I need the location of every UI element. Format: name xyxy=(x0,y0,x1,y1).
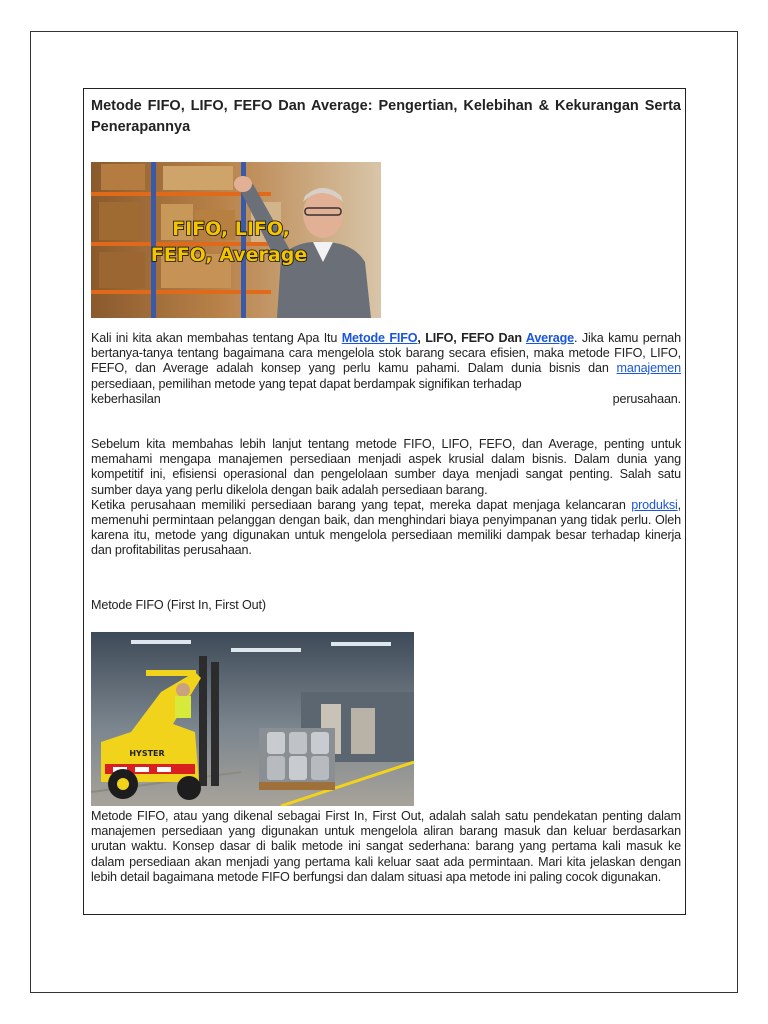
hero-overlay-line2: FEFO, Average xyxy=(150,244,308,266)
link-average[interactable]: Average xyxy=(525,331,575,345)
link-produksi[interactable]: produksi xyxy=(631,497,678,512)
intro-text: keberhasilan xyxy=(91,391,161,406)
intro-text: persediaan, pemilihan metode yang tepat dapat berdampak signifikan terhadap xyxy=(91,376,522,391)
intro-text: Kali ini kita akan membahas tentang Apa Itu xyxy=(91,331,342,345)
hero-image xyxy=(91,162,381,318)
article-title: Metode FIFO, LIFO, FEFO Dan Average: Pengertian, Kelebihan & Kekurangan Serta Penerapannya xyxy=(91,98,681,135)
hero-overlay-line1: FIFO, LIFO, xyxy=(172,218,290,240)
intro-last-line xyxy=(91,392,681,407)
paragraph-fifo: Metode FIFO, atau yang dikenal sebagai First In, First Out, adalah salah satu pendekatan penting dalam manajemen persediaan yang digunakan untuk mengelola aliran barang masuk dan keluar berdasarkan urutan waktu. Konsep dasar di balik metode ini sangat sederhana: barang yang pertama kali masuk ke dalam persediaan akan menjadi yang pertama kali keluar saat ada permintaan. Mari kita jelaskan dengan lebih detail bagaimana metode FIFO berfungsi dan dalam situasi apa metode ini paling cocok digunakan. xyxy=(91,809,681,884)
link-metode-fifo[interactable]: Metode FIFO xyxy=(341,331,418,345)
paragraph-text: Sebelum kita membahas lebih lanjut tentang metode FIFO, LIFO, FEFO, dan Average, penting untuk memahami mengapa manajemen persediaan menjadi aspek krusial dalam bisnis. Dalam dunia yang kompetitif ini, efisiensi operasional dan pengelolaan sumber daya menjadi sangat penting. Salah satu sumber daya yang perlu dikelola dengan baik adalah persediaan barang. xyxy=(91,437,681,497)
intro-bold-text: , LIFO, FEFO Dan xyxy=(417,331,526,345)
intro-text: perusahaan. xyxy=(612,391,681,406)
section-heading-fifo: Metode FIFO (First In, First Out) xyxy=(91,598,266,612)
forklift-image xyxy=(91,632,414,806)
paragraph-2 xyxy=(91,437,681,559)
intro-text: . Jika kamu pernah bertanya-tanya tentang bagaimana cara mengelola stok barang secara efisien, maka metode FIFO, LIFO, FEFO, dan Average adalah konsep yang perlu kamu pahami. Dalam dunia bisnis dan xyxy=(91,331,682,376)
forklift-brand-label: HYSTER xyxy=(129,749,165,758)
paragraph-text: , memenuhi permintaan pelanggan dengan baik, dan menghindari biaya penyimpanan yang tidak perlu. Oleh karena itu, metode yang digunakan untuk mengelola persediaan memiliki dampak besar terhadap kinerja dan profitabilitas perusahaan. xyxy=(91,497,681,558)
link-manajemen[interactable]: manajemen xyxy=(616,361,681,376)
intro-paragraph xyxy=(91,331,681,407)
paragraph-text: Ketika perusahaan memiliki persediaan barang yang tepat, mereka dapat menjaga kelancaran xyxy=(91,497,632,512)
